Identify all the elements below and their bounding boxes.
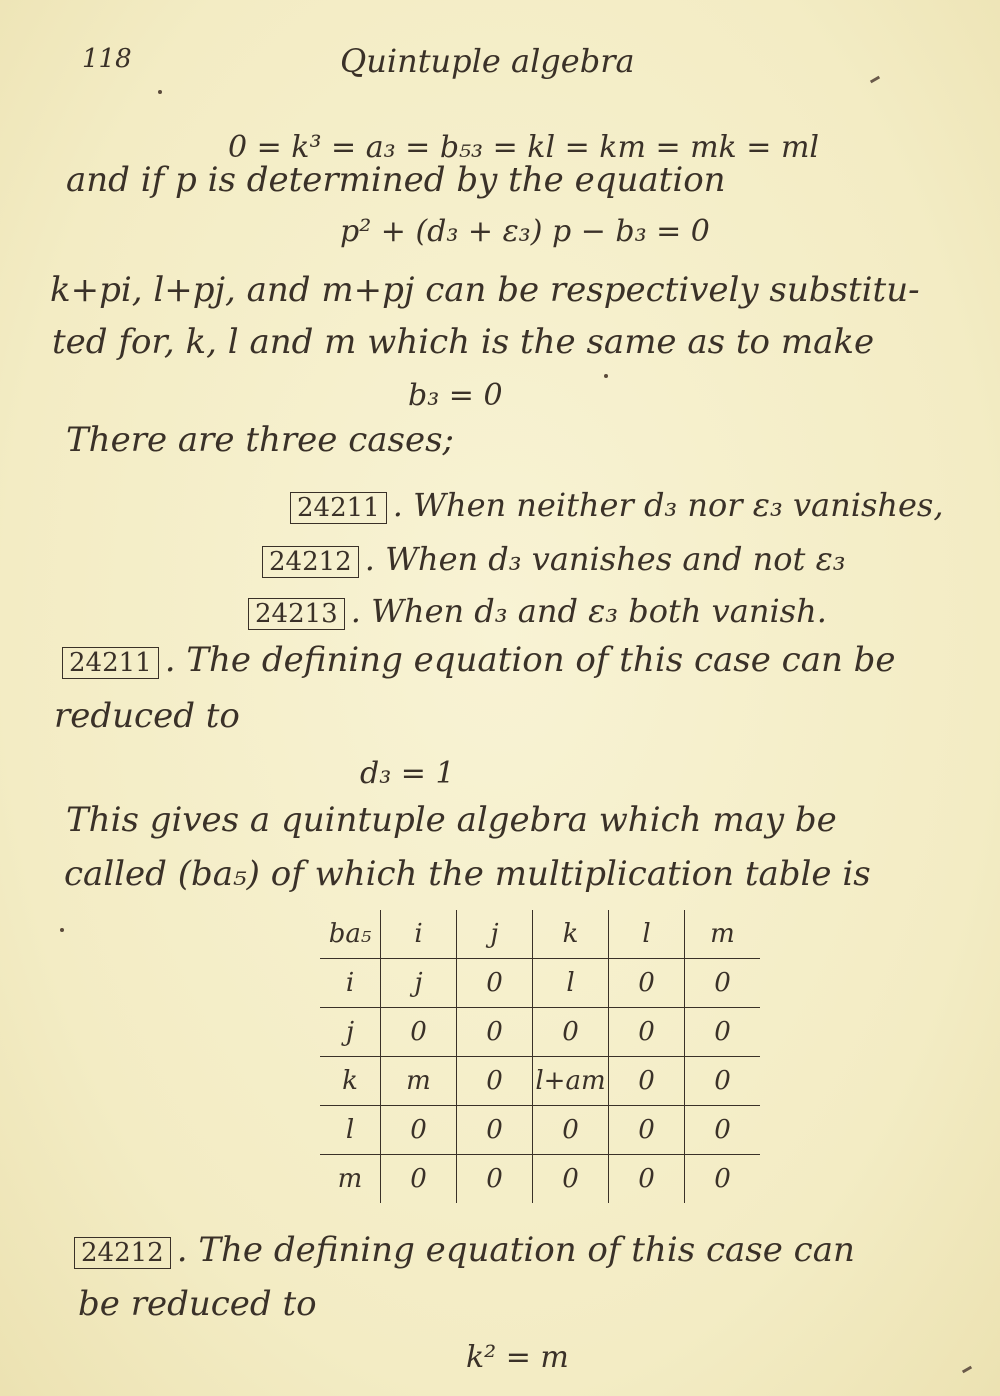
table-cell: 0: [457, 1008, 533, 1057]
row-header: i: [320, 959, 381, 1008]
case-2: [262, 540, 846, 578]
table-cell: 0: [685, 959, 761, 1008]
section1-line-3: This gives a quintuple algebra which may be: [66, 800, 837, 840]
section1-line-4: called (ba₅) of which the multiplication table is: [64, 854, 871, 894]
table-header-row: [320, 910, 760, 959]
equation-1: 0 = k³ = a₃ = b₅₃ = kl = km = mk = ml: [228, 130, 819, 165]
ink-mark: [870, 76, 880, 84]
text-line-2: and if p is determined by the equation: [66, 160, 726, 200]
case-code-box: 24211: [290, 492, 387, 524]
ink-speck: [60, 928, 64, 932]
table-cell: 0: [609, 1155, 685, 1204]
equation-3: b₃ = 0: [408, 378, 503, 413]
row-header: k: [320, 1057, 381, 1106]
ink-mark: [962, 1366, 972, 1374]
table-cell: 0: [457, 1155, 533, 1204]
case-1: [290, 486, 944, 524]
equation-2: p² + (d₃ + ε₃) p − b₃ = 0: [340, 214, 710, 249]
table-cell: 0: [685, 1008, 761, 1057]
case-text: . When neither d₃ nor ε₃ vanishes,: [392, 486, 944, 524]
section2-line-1: [74, 1230, 855, 1270]
section2-line-2: be reduced to: [78, 1284, 317, 1324]
table-cell: l+am: [533, 1057, 609, 1106]
section1-line-1: [62, 640, 896, 680]
table-cell: 0: [381, 1106, 457, 1155]
table-row: [320, 1008, 760, 1057]
table-cell: 0: [714, 1164, 731, 1194]
section2-text: . The defining equation of this case can: [176, 1230, 855, 1270]
case-text: . When d₃ vanishes and not ε₃: [364, 540, 846, 578]
page-title: Quintuple algebra: [340, 42, 635, 80]
ink-speck: [604, 374, 608, 378]
table-cell: 0: [457, 1057, 533, 1106]
text-line-3: k+pi, l+pj, and m+pj can be respectively substitu-: [50, 270, 920, 310]
row-header: m: [320, 1155, 381, 1204]
row-header: j: [320, 1008, 381, 1057]
table-cell: 0: [457, 1106, 533, 1155]
table-cell: 0: [685, 1106, 761, 1155]
table-cell: 0: [609, 959, 685, 1008]
table-cell: 0: [381, 1008, 457, 1057]
row-header: l: [320, 1106, 381, 1155]
section2-code-box: 24212: [74, 1237, 171, 1269]
table-cell: 0: [685, 1057, 761, 1106]
table-cell: m: [381, 1057, 457, 1106]
column-header: m: [685, 910, 761, 959]
column-header: j: [457, 910, 533, 959]
multiplication-table: [320, 910, 760, 1203]
section1-line-2: reduced to: [54, 696, 240, 736]
table-row: [320, 959, 760, 1008]
ink-speck: [158, 90, 162, 94]
table-cell: 0: [533, 1155, 609, 1204]
table-cell: 0: [609, 1008, 685, 1057]
table-cell: 0: [609, 1106, 685, 1155]
case-code-box: 24212: [262, 546, 359, 578]
text-line-4: ted for, k, l and m which is the same as to make: [52, 322, 875, 362]
case-code-box: 24213: [248, 598, 345, 630]
table-cell: 0: [609, 1057, 685, 1106]
column-header: k: [533, 910, 609, 959]
table-row: [320, 1057, 760, 1106]
table-cell: j: [381, 959, 457, 1008]
table-row: [320, 1155, 760, 1204]
section1-text: . The defining equation of this case can be: [164, 640, 896, 680]
section1-code-box: 24211: [62, 647, 159, 679]
table-corner-label: ba₅: [320, 910, 381, 959]
table-cell: 0: [457, 959, 533, 1008]
table-cell: l: [533, 959, 609, 1008]
text-line-5: There are three cases;: [66, 420, 454, 460]
case-3: [248, 592, 827, 630]
case-text: . When d₃ and ε₃ both vanish.: [350, 592, 827, 630]
section2-equation: k² = m: [466, 1340, 569, 1375]
table-row: [320, 1106, 760, 1155]
column-header: l: [609, 910, 685, 959]
column-header: i: [381, 910, 457, 959]
table-cell: 0: [533, 1106, 609, 1155]
table-cell: 0: [381, 1155, 457, 1204]
page-number: 118: [82, 44, 132, 74]
section1-equation: d₃ = 1: [360, 756, 455, 791]
table-cell: 0: [533, 1008, 609, 1057]
